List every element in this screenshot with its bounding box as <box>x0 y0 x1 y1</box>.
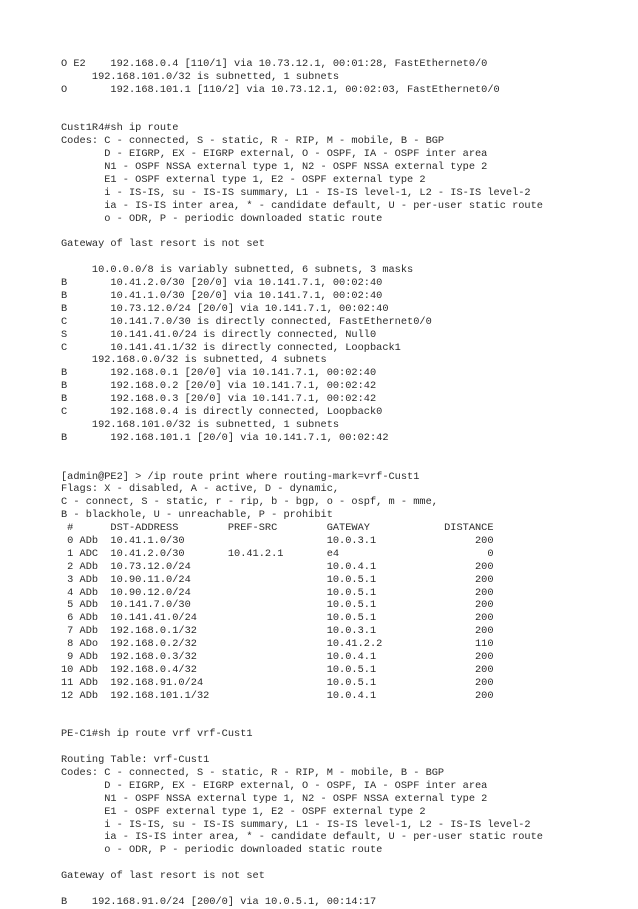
output-line <box>61 251 543 264</box>
output-line: 192.168.101.0/32 is subnetted, 1 subnets <box>61 418 340 431</box>
output-line: D - EIGRP, EX - EIGRP external, O - OSPF, IA - OSPF inter area <box>61 779 488 792</box>
output-line: 10 ADb 192.168.0.4/32 10.0.5.1 200 <box>61 663 494 676</box>
output-line: Codes: C - connected, S - static, R - RIP, M - mobile, B - BGP <box>61 766 445 779</box>
output-line <box>61 741 543 754</box>
output-line: B 10.73.12.0/24 [20/0] via 10.141.7.1, 00:02:40 <box>61 302 389 315</box>
output-line: B 192.168.0.2 [20/0] via 10.141.7.1, 00:02:42 <box>61 380 377 393</box>
output-line: Routing Table: vrf-Cust1 <box>61 754 210 767</box>
output-line: O 192.168.101.1 [110/2] via 10.73.12.1, 00:02:03, FastEthernet0/0 <box>61 83 500 96</box>
output-line <box>61 110 543 123</box>
output-line: C 10.141.7.0/30 is directly connected, FastEthernet0/0 <box>61 315 432 328</box>
output-line <box>61 445 543 458</box>
output-line: B - blackhole, U - unreachable, P - prohibit <box>61 509 333 522</box>
output-line <box>61 857 543 870</box>
output-line: 3 ADb 10.90.11.0/24 10.0.5.1 200 <box>61 573 494 586</box>
output-line: B 192.168.0.3 [20/0] via 10.141.7.1, 00:02:42 <box>61 393 377 406</box>
output-line: 8 ADo 192.168.0.2/32 10.41.2.2 110 <box>61 638 494 651</box>
output-line: D - EIGRP, EX - EIGRP external, O - OSPF, IA - OSPF inter area <box>61 148 488 161</box>
output-line: E1 - OSPF external type 1, E2 - OSPF external type 2 <box>61 805 426 818</box>
terminal-output <box>61 58 543 909</box>
output-line: i - IS-IS, su - IS-IS summary, L1 - IS-IS level-1, L2 - IS-IS level-2 <box>61 818 531 831</box>
output-line: 6 ADb 10.141.41.0/24 10.0.5.1 200 <box>61 612 494 625</box>
output-line: 192.168.0.0/32 is subnetted, 4 subnets <box>61 354 327 367</box>
output-line <box>61 883 543 896</box>
output-line: B 192.168.91.0/24 [200/0] via 10.0.5.1, 00:14:17 <box>61 895 377 908</box>
output-line: 12 ADb 192.168.101.1/32 10.0.4.1 200 <box>61 689 494 702</box>
output-line: Codes: C - connected, S - static, R - RIP, M - mobile, B - BGP <box>61 135 445 148</box>
output-line: 9 ADb 192.168.0.3/32 10.0.4.1 200 <box>61 650 494 663</box>
output-line: N1 - OSPF NSSA external type 1, N2 - OSPF NSSA external type 2 <box>61 161 488 174</box>
output-line: N1 - OSPF NSSA external type 1, N2 - OSPF NSSA external type 2 <box>61 792 488 805</box>
output-line: 1 ADC 10.41.2.0/30 10.41.2.1 e4 0 <box>61 547 494 560</box>
output-line: 2 ADb 10.73.12.0/24 10.0.4.1 200 <box>61 560 494 573</box>
output-line: o - ODR, P - periodic downloaded static route <box>61 212 383 225</box>
output-line: 7 ADb 192.168.0.1/32 10.0.3.1 200 <box>61 625 494 638</box>
output-line: C - connect, S - static, r - rip, b - bgp, o - ospf, m - mme, <box>61 496 438 509</box>
output-line: B 10.41.2.0/30 [20/0] via 10.141.7.1, 00:02:40 <box>61 277 383 290</box>
output-line: S 10.141.41.0/24 is directly connected, Null0 <box>61 328 377 341</box>
output-line: B 192.168.101.1 [20/0] via 10.141.7.1, 00:02:42 <box>61 431 389 444</box>
output-line: 10.0.0.0/8 is variably subnetted, 6 subnets, 3 masks <box>61 264 414 277</box>
output-line: Gateway of last resort is not set <box>61 870 265 883</box>
output-line <box>61 226 543 239</box>
output-line <box>61 703 543 716</box>
output-line: Cust1R4#sh ip route <box>61 122 179 135</box>
output-line: O E2 192.168.0.4 [110/1] via 10.73.12.1, 00:01:28, FastEthernet0/0 <box>61 58 488 70</box>
output-line: Gateway of last resort is not set <box>61 238 265 251</box>
output-line: 4 ADb 10.90.12.0/24 10.0.5.1 200 <box>61 586 494 599</box>
output-line: Flags: X - disabled, A - active, D - dynamic, <box>61 483 340 496</box>
output-line <box>61 715 543 728</box>
output-line: B 10.41.1.0/30 [20/0] via 10.141.7.1, 00:02:40 <box>61 290 383 303</box>
output-line: 0 ADb 10.41.1.0/30 10.0.3.1 200 <box>61 534 494 547</box>
output-line: [admin@PE2] > /ip route print where routing-mark=vrf-Cust1 <box>61 470 420 483</box>
output-line: 192.168.101.0/32 is subnetted, 1 subnets <box>61 70 340 83</box>
output-line: B 192.168.0.1 [20/0] via 10.141.7.1, 00:02:40 <box>61 367 377 380</box>
output-line: o - ODR, P - periodic downloaded static route <box>61 844 383 857</box>
output-line: C 192.168.0.4 is directly connected, Loopback0 <box>61 406 383 419</box>
output-line <box>61 458 543 471</box>
output-line: 11 ADb 192.168.91.0/24 10.0.5.1 200 <box>61 676 494 689</box>
output-line: ia - IS-IS inter area, * - candidate default, U - per-user static route <box>61 831 543 844</box>
output-line: i - IS-IS, su - IS-IS summary, L1 - IS-IS level-1, L2 - IS-IS level-2 <box>61 186 531 199</box>
output-line: PE-C1#sh ip route vrf vrf-Cust1 <box>61 728 253 741</box>
output-line: # DST-ADDRESS PREF-SRC GATEWAY DISTANCE <box>61 522 494 535</box>
output-line: 5 ADb 10.141.7.0/30 10.0.5.1 200 <box>61 599 494 612</box>
output-line <box>61 97 543 110</box>
output-line: ia - IS-IS inter area, * - candidate default, U - per-user static route <box>61 199 543 212</box>
output-line: C 10.141.41.1/32 is directly connected, Loopback1 <box>61 341 401 354</box>
output-line: E1 - OSPF external type 1, E2 - OSPF external type 2 <box>61 174 426 187</box>
